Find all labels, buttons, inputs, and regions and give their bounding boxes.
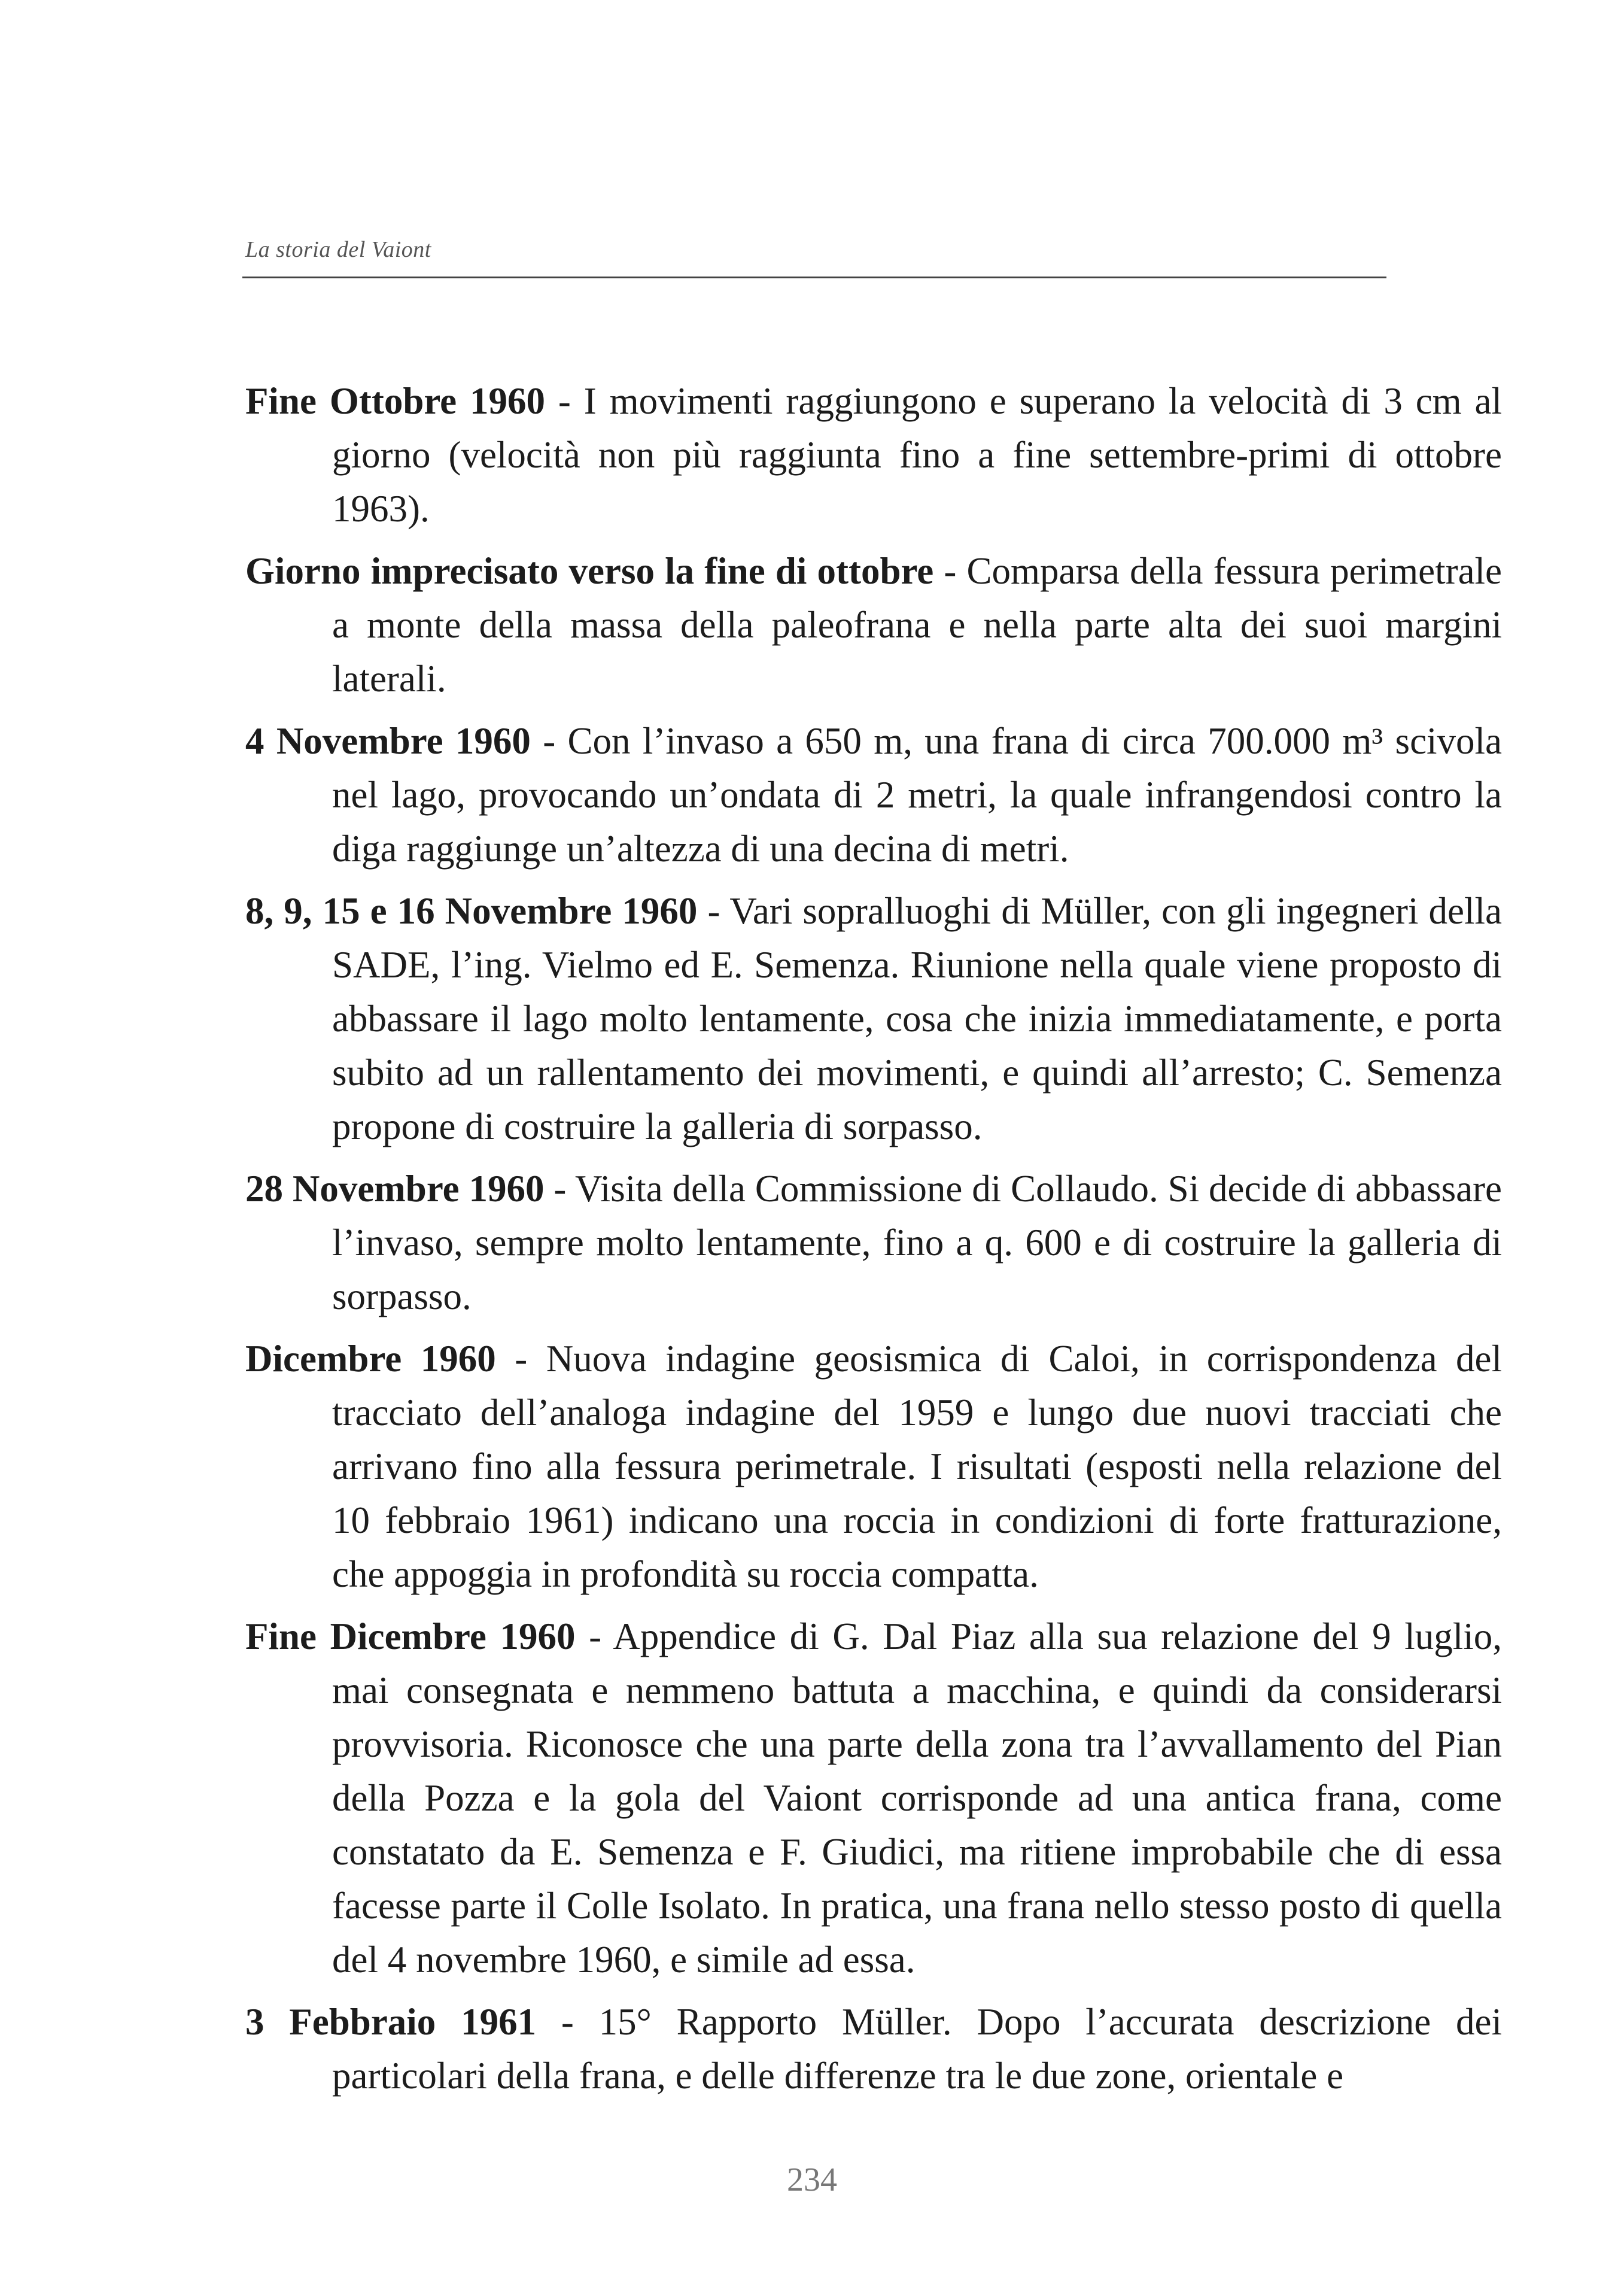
entry-date: 28 Novembre 1960 xyxy=(245,1168,545,1210)
entry-text: - Vari sopralluoghi di Müller, con gli ingegneri della SADE, l’ing. Vielmo ed E. Semenza. Riunione nella quale viene proposto di abbassare il lago molto lentamente, cosa che inizia immediatamente, e porta subito ad un rallentamento dei movimenti, e quindi all’arresto; C. Semenza propone di costruire la galleria di sorpasso. xyxy=(332,890,1502,1147)
page-number: 234 xyxy=(787,2161,837,2198)
entry-3-febbraio-1961 xyxy=(245,1995,1502,2103)
entry-fine-ottobre-1960 xyxy=(245,374,1502,536)
entry-text: - 15° Rapporto Müller. Dopo l’accurata descrizione dei particolari della frana, e delle differenze tra le due zone, orientale e xyxy=(332,2001,1502,2097)
entry-date: 8, 9, 15 e 16 Novembre 1960 xyxy=(245,890,698,932)
entry-dicembre-1960 xyxy=(245,1332,1502,1601)
entry-date: 4 Novembre 1960 xyxy=(245,720,531,762)
entry-giorno-imprecisato xyxy=(245,544,1502,706)
entry-text: - Visita della Commissione di Collaudo. Si decide di abbassare l’invaso, sempre molto lentamente, fino a q. 600 e di costruire la galleria di sorpasso. xyxy=(332,1168,1502,1317)
entry-date: Fine Dicembre 1960 xyxy=(245,1615,576,1657)
running-header: La storia del Vaiont xyxy=(245,237,431,262)
entry-date: Giorno imprecisato verso la fine di ottobre xyxy=(245,550,934,592)
entry-text: - I movimenti raggiungono e superano la velocità di 3 cm al giorno (velocità non più raggiunta fino a fine settembre-primi di ottobre 1963). xyxy=(332,380,1502,530)
header-rule xyxy=(242,277,1386,278)
entry-text: - Comparsa della fessura perimetrale a monte della massa della paleofrana e nella parte alta dei suoi margini laterali. xyxy=(332,550,1502,700)
entry-4-novembre-1960 xyxy=(245,714,1502,876)
entry-text: - Nuova indagine geosismica di Caloi, in corrispondenza del tracciato dell’analoga indagine del 1959 e lungo due nuovi tracciati che arrivano fino alla fessura perimetrale. I risultati (esposti nella relazione del 10 febbraio 1961) indicano una roccia in condizioni di forte fratturazione, che appoggia in profondità su roccia compatta. xyxy=(332,1338,1503,1595)
chronology-body xyxy=(245,374,1502,2111)
entry-text: - Con l’invaso a 650 m, una frana di circa 700.000 m³ scivola nel lago, provocando un’ondata di 2 metri, la quale infrangendosi contro la diga raggiunge un’altezza di una decina di metri. xyxy=(332,720,1503,870)
entry-date: 3 Febbraio 1961 xyxy=(245,2001,537,2043)
entry-date: Fine Ottobre 1960 xyxy=(245,380,546,422)
entry-date: Dicembre 1960 xyxy=(245,1338,496,1380)
entry-28-novembre-1960 xyxy=(245,1162,1502,1323)
entry-8-9-15-16-novembre-1960 xyxy=(245,884,1502,1153)
entry-text: - Appendice di G. Dal Piaz alla sua relazione del 9 luglio, mai consegnata e nemmeno battuta a macchina, e quindi da considerarsi provvisoria. Riconosce che una parte della zona tra l’avvallamento del Pian della Pozza e la gola del Vaiont corrisponde ad una antica frana, come constatato da E. Semenza e F. Giudici, ma ritiene improbabile che di essa facesse parte il Colle Isolato. In pratica, una frana nello stesso posto di quella del 4 novembre 1960, e simile ad essa. xyxy=(332,1615,1502,1981)
entry-fine-dicembre-1960 xyxy=(245,1609,1502,1987)
